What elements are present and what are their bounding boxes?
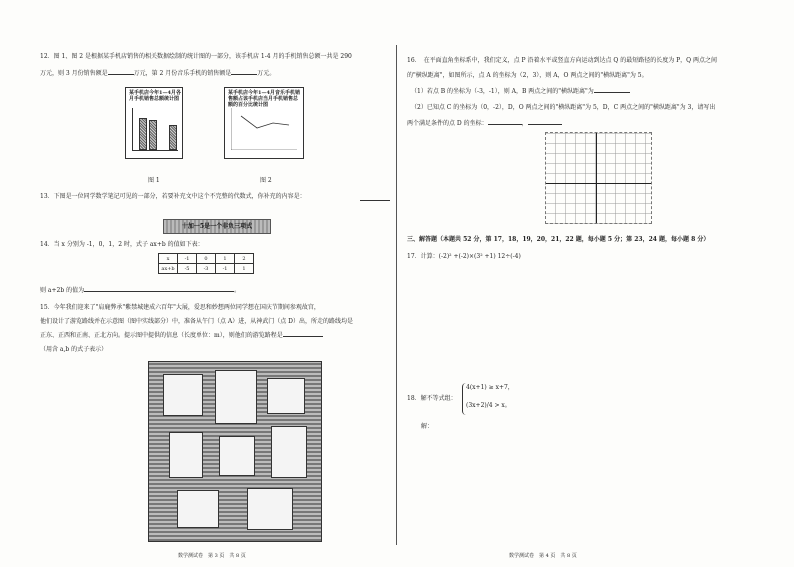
cell: -1 bbox=[178, 254, 197, 264]
cell: 2 bbox=[235, 254, 254, 264]
q13-blank[interactable] bbox=[360, 200, 390, 201]
q16-blank-3[interactable] bbox=[528, 124, 562, 125]
chart1-bar bbox=[125, 87, 183, 159]
right-footer: 数学测试卷 第 4 页 共 8 页 bbox=[509, 553, 577, 559]
q12-text-a: 万元，则 3 月份销售额是 bbox=[40, 70, 108, 77]
q14-suffix: 。 bbox=[234, 287, 241, 294]
q16-line3-text: （1）若点 B 的坐标为（-3，-1），则 A，B 两点之间的"横纵距离"为 bbox=[411, 88, 594, 95]
chart2-line bbox=[224, 87, 304, 159]
map-block bbox=[271, 426, 307, 478]
section3-header: 三、解答题（本题共 52 分，第 17，18，19，20，21，22 题，每小题 5 分；第 23，24 题，每小题 8 分） bbox=[407, 236, 710, 243]
q15-blank[interactable] bbox=[283, 336, 323, 337]
map-block bbox=[247, 488, 293, 530]
q13-text: 13．下图是一位同学数学笔记可见的一部分，若要补充文中这个不完整的代数式，你补充的内容是： bbox=[40, 193, 306, 200]
chart1-caption: 图 1 bbox=[148, 177, 160, 184]
q12-text-b: 万元，第 2 月份音乐手机的销售额是 bbox=[133, 70, 232, 77]
chart1-bar-2 bbox=[149, 120, 157, 150]
map-block bbox=[267, 378, 305, 414]
y-axis bbox=[596, 133, 597, 223]
cell: ax+b bbox=[159, 264, 178, 274]
q16-line5 bbox=[407, 120, 562, 128]
palace-map bbox=[148, 361, 322, 542]
q15-line3 bbox=[40, 332, 323, 340]
chart2-caption: 图 2 bbox=[260, 177, 272, 184]
q18-ineq2: (3x+2)/4 > x。 bbox=[466, 402, 511, 409]
chart2-title: 某手机店今年1—4月音乐手机销售额占该手机店当月手机销售总额的百分比统计图 bbox=[228, 90, 300, 108]
q18-ineq1: 4(x+1) ≥ x+7， bbox=[466, 384, 514, 391]
q14-row-x bbox=[159, 254, 254, 264]
q16-line3 bbox=[411, 88, 630, 96]
note-banner: 十加一5是一个非负三项式 bbox=[163, 219, 271, 234]
map-block bbox=[163, 374, 203, 416]
q14-table bbox=[158, 253, 254, 274]
right-page bbox=[397, 0, 794, 567]
q14-answer-line bbox=[40, 287, 240, 295]
q16-line5-text: 两个满足条件的点 D 的坐标： bbox=[407, 120, 488, 127]
q16-line4: （2）已知点 C 的坐标为（0，-2），D，O 两点之间的"横纵距离"为 5，D，C 两点之间的"横纵距离"为 3，请写出 bbox=[411, 104, 716, 111]
q18-label: 18．解不等式组： bbox=[407, 395, 457, 402]
chart2-series bbox=[241, 116, 289, 128]
q16-blank-2[interactable] bbox=[488, 124, 522, 125]
q16-blank-1[interactable] bbox=[594, 92, 630, 93]
cell: -1 bbox=[216, 264, 235, 274]
q12-line1: 12．图 1、图 2 是根据某手机店销售的相关数据绘制的统计图的一部分，该手机店 1-4 月的手机销售总额一共是 290 bbox=[40, 53, 352, 60]
q14-text: 14．当 x 分别为 -1，0，1，2 时，式子 ax+b 的值如下表： bbox=[40, 241, 204, 248]
q15-line3-text: 正东、正西和正南、正北方向。提示图中提供的信息（长度单位：m），则他们的游览路程是 bbox=[40, 332, 283, 339]
map-block bbox=[169, 432, 203, 478]
x-axis bbox=[546, 183, 651, 184]
left-footer: 数学测试卷 第 3 页 共 8 页 bbox=[178, 553, 246, 559]
q14-row-value bbox=[159, 264, 254, 274]
q15-line1: 15．今年我们迎来了"肩鹿弊承"紫禁城建成六百年"大展，爱思和妙想两位同学想在国庆节期间参观故宫， bbox=[40, 304, 320, 311]
q12-line2 bbox=[40, 70, 275, 78]
coordinate-grid bbox=[545, 132, 652, 224]
cell: x bbox=[159, 254, 178, 264]
q14-blank[interactable] bbox=[84, 291, 234, 292]
q12-blank-2[interactable] bbox=[231, 74, 257, 75]
q16-line2: 的"横纵距离"，如图所示，点 A 的坐标为（2，3），则 A，O 两点之间的"横纵距离"为 5。 bbox=[407, 72, 648, 79]
cell: -3 bbox=[197, 264, 216, 274]
cell: 1 bbox=[216, 254, 235, 264]
q15-line2: 他们设计了游览路线并在示意图（图中实线部分）中，准备从午门（点 A）进，从神武门（点 D）出，所走的路线均是 bbox=[40, 318, 353, 325]
chart1-title: 某手机店今年1—4月各月手机销售总额统计图 bbox=[129, 90, 181, 102]
cell: 0 bbox=[197, 254, 216, 264]
map-block bbox=[215, 370, 257, 424]
map-block bbox=[177, 490, 219, 528]
chart1-bar-1 bbox=[139, 118, 147, 150]
cell: -5 bbox=[178, 264, 197, 274]
q12-text-c: 万元。 bbox=[257, 70, 276, 77]
q12-blank-1[interactable] bbox=[108, 74, 134, 75]
q14-after: 则 a+2b 的值为 bbox=[40, 287, 85, 294]
map-block bbox=[219, 436, 255, 476]
chart1-plot bbox=[132, 108, 178, 151]
q16-line1: 16． 在平面直角坐标系中，我们定义，点 P 沿着水平或竖直方向运动到达点 Q 的最短路径的长度为 P，Q 两点之间 bbox=[407, 57, 717, 64]
chart1-bar-4 bbox=[169, 125, 177, 150]
q18-solve: 解： bbox=[421, 423, 434, 430]
q16-sep: ， bbox=[521, 120, 528, 127]
q15-line4: （用含 a,b 的式子表示） bbox=[40, 346, 108, 353]
chart2-plot bbox=[231, 108, 297, 150]
inequality-brace bbox=[462, 383, 467, 415]
q17-text: 17．计算：(-2)² +(-2)×(3² +1) 12÷(-4) bbox=[407, 253, 521, 260]
cell: 1 bbox=[235, 264, 254, 274]
